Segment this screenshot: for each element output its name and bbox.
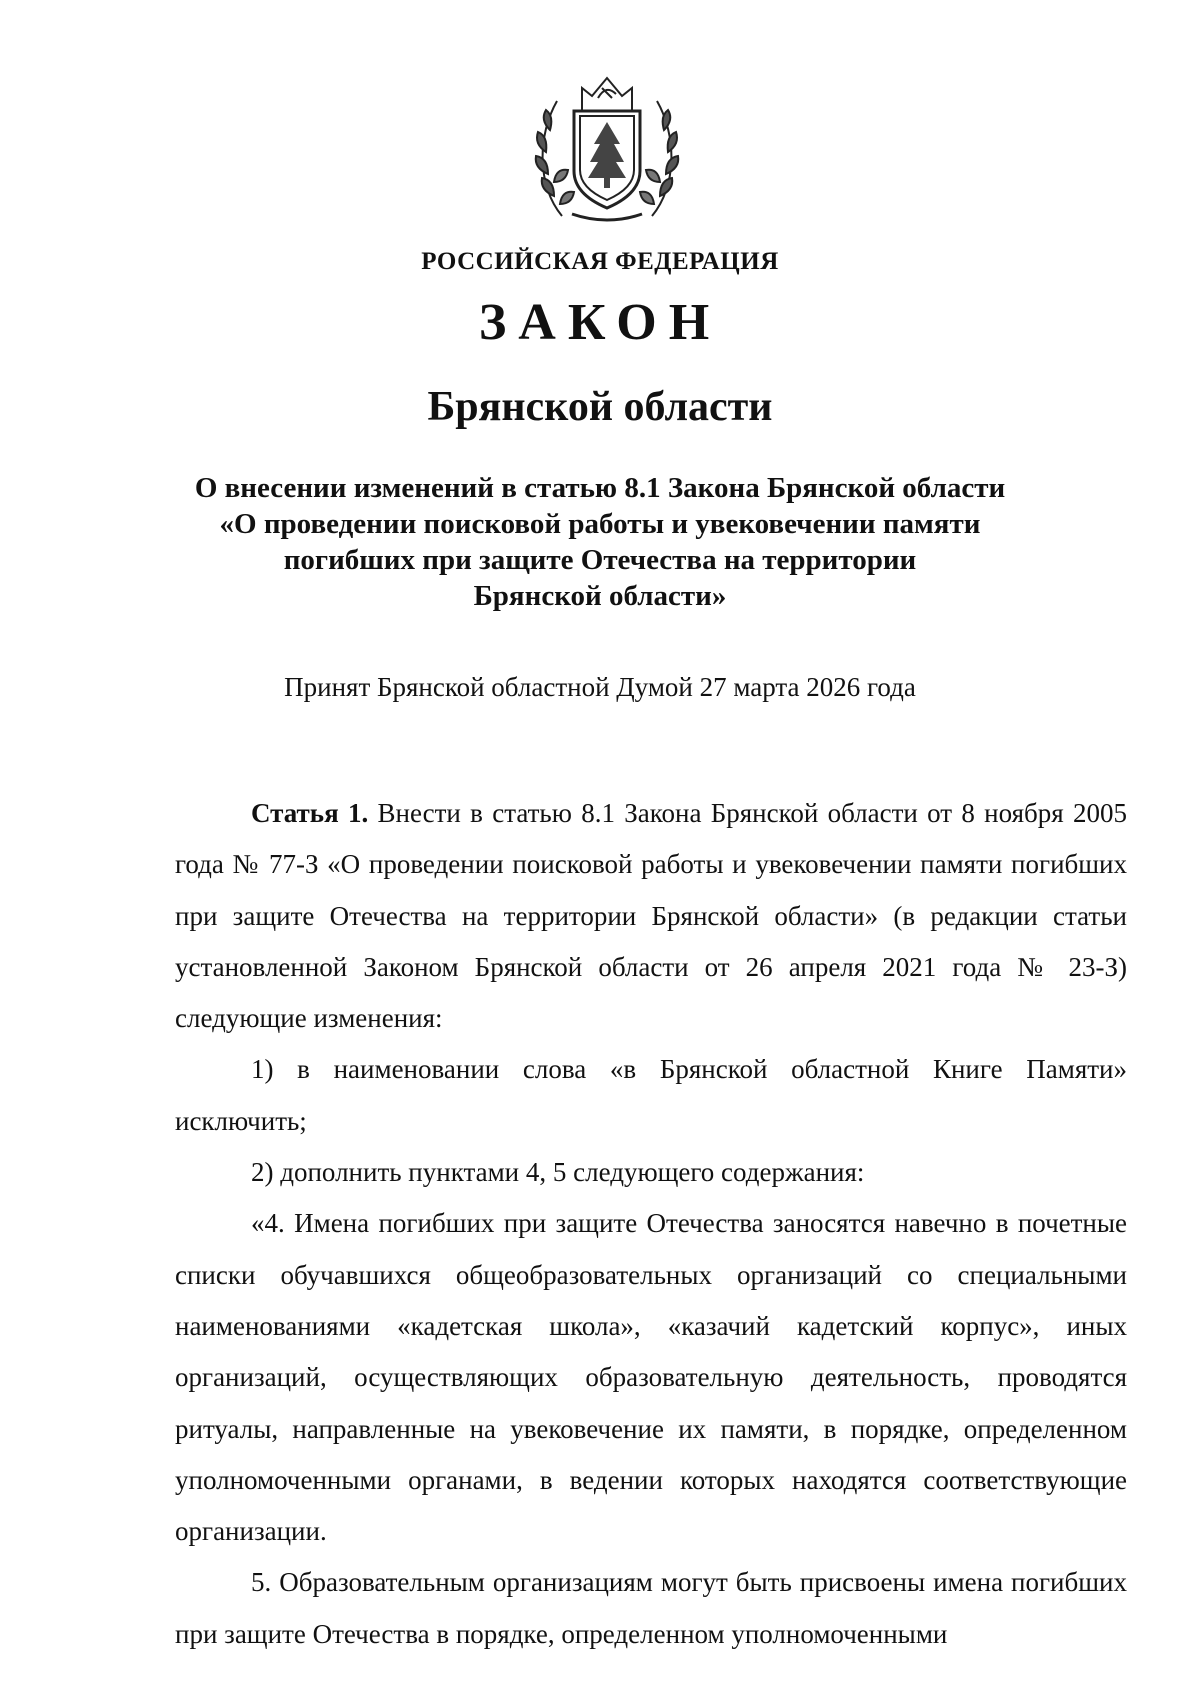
document-type-heading: ЗАКОН [478, 294, 722, 351]
law-title-line: погибших при защите Отечества на территории [283, 544, 917, 576]
article-text: Внести в статью 8.1 Закона Брянской области от 8 ноября 2005 года № 77-З «О проведении поисковой работы и увековечении памяти погибших при защите Отечества на территории Брянской области» (в редакции статьи установленной Законом Брянской области от 26 апреля 2021 года № 23-З) следующие изменения: [175, 798, 1127, 1034]
law-body [175, 788, 1127, 1660]
law-title-line: Брянской области» [473, 580, 727, 612]
coat-of-arms-icon [532, 66, 682, 226]
federation-heading: РОССИЙСКАЯ ФЕДЕРАЦИЯ [421, 248, 779, 275]
adoption-statement: Принят Брянской областной Думой 27 марта 2026 года [284, 672, 916, 702]
law-title [0, 470, 1200, 614]
law-title-line: «О проведении поисковой работы и увековечении памяти [219, 508, 981, 540]
point-5-paragraph: 5. Образовательным организациям могут быть присвоены имена погибших при защите Отечества в порядке, определенном уполномоченными [175, 1567, 1127, 1649]
article-label: Статья 1. [251, 798, 369, 828]
region-heading: Брянской области [427, 384, 773, 430]
item-1-paragraph: 1) в наименовании слова «в Брянской областной Книге Памяти» исключить; [175, 1054, 1127, 1136]
law-title-line: О внесении изменений в статью 8.1 Закона Брянской области [194, 472, 1006, 504]
item-2-paragraph: 2) дополнить пунктами 4, 5 следующего содержания: [251, 1157, 865, 1188]
article-1-paragraph [175, 788, 1127, 1044]
point-4-paragraph: «4. Имена погибших при защите Отечества заносятся навечно в почетные списки обучавшихся общеобразовательных организаций со специальными наименованиями «кадетская школа», «казачий кадетский корпус», иных организаций, осуществляющих образовательную деятельность, проводятся ритуалы, направленные на увековечение их памяти, в порядке, определенном уполномоченными органами, в ведении которых находятся соответствующие организации. [175, 1208, 1127, 1547]
